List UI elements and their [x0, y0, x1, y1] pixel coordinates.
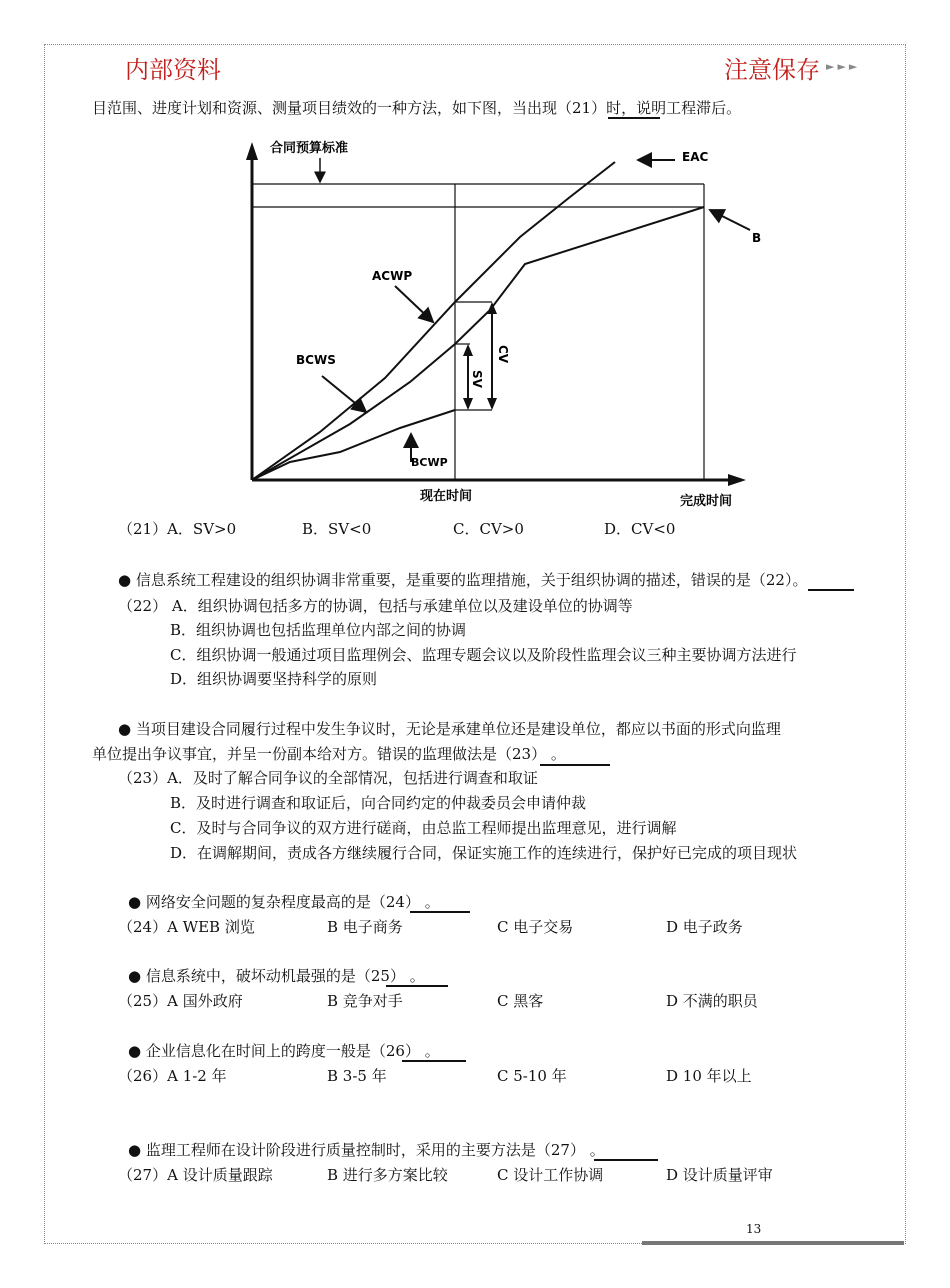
- evm-chart: [230, 132, 760, 512]
- page-number: 13: [746, 1222, 762, 1236]
- q24-stem: ● 网络安全问题的复杂程度最高的是（24） 。: [128, 893, 440, 911]
- q25-option-a: （25）A 国外政府: [118, 992, 243, 1010]
- q25-option-c: C 黑客: [497, 992, 544, 1010]
- y-axis-arrow-icon: [246, 142, 258, 160]
- q23-stem-line1: ● 当项目建设合同履行过程中发生争议时，无论是承建单位还是建设单位，都应以书面的形式向监理: [118, 720, 781, 738]
- sv-label: SV: [470, 370, 484, 388]
- acwp-line: [252, 162, 615, 480]
- q24-option-b: B 电子商务: [327, 918, 403, 936]
- q25-stem: ● 信息系统中，破坏动机最强的是（25） 。: [128, 967, 425, 985]
- x-axis-arrow-icon: [728, 474, 746, 486]
- answer-underline: [386, 985, 448, 987]
- q25-option-d: D 不满的职员: [666, 992, 758, 1010]
- q21-option-c: C．CV>0: [453, 520, 524, 538]
- q26-option-d: D 10 年以上: [666, 1067, 752, 1085]
- q22-option-a: （22） A．组织协调包括多方的协调，包括与承建单位以及建设单位的协调等: [118, 597, 633, 615]
- q22-stem: ● 信息系统工程建设的组织协调非常重要，是重要的监理措施，关于组织协调的描述，错误的是（22）。: [118, 571, 808, 589]
- q21-option-a: （21）A．SV>0: [118, 520, 237, 538]
- q23-option-a: （23）A．及时了解合同争议的全部情况，包括进行调查和取证: [118, 769, 538, 787]
- q24-option-a: （24）A WEB 浏览: [118, 918, 255, 936]
- bcws-label: BCWS: [296, 353, 336, 367]
- q21-option-d: D．CV<0: [604, 520, 676, 538]
- footer-bar: [642, 1241, 904, 1245]
- q26-option-a: （26）A 1-2 年: [118, 1067, 227, 1085]
- cv-label: CV: [496, 345, 510, 364]
- b-label: B: [752, 231, 762, 245]
- acwp-label: ACWP: [372, 269, 413, 283]
- header-arrows-icon: ►►►: [826, 60, 861, 73]
- bcwp-label: BCWP: [411, 456, 448, 469]
- chart-title: 合同预算标准: [270, 141, 349, 156]
- bcws-line: [252, 207, 704, 480]
- q23-stem-line2: 单位提出争议事宜，并呈一份副本给对方。错误的监理做法是（23） 。: [92, 745, 566, 763]
- q27-option-d: D 设计质量评审: [666, 1166, 773, 1184]
- q27-option-c: C 设计工作协调: [497, 1166, 604, 1184]
- eac-label: EAC: [682, 150, 709, 164]
- q27-option-a: （27）A 设计质量跟踪: [118, 1166, 273, 1184]
- answer-underline: [608, 117, 660, 119]
- q27-stem: ● 监理工程师在设计阶段进行质量控制时，采用的主要方法是（27） 。: [128, 1141, 605, 1159]
- intro-text: 目范围、进度计划和资源、测量项目绩效的一种方法，如下图，当出现（21）时，说明工程滞后。: [92, 99, 742, 117]
- answer-underline: [594, 1159, 658, 1161]
- q26-option-b: B 3-5 年: [327, 1067, 387, 1085]
- q27-option-b: B 进行多方案比较: [327, 1166, 448, 1184]
- now-time-label: 现在时间: [420, 489, 473, 504]
- q23-option-b: B．及时进行调查和取证后，向合同约定的仲裁委员会申请仲裁: [170, 794, 587, 812]
- q26-stem: ● 企业信息化在时间上的跨度一般是（26） 。: [128, 1042, 440, 1060]
- header-keep-label: 注意保存: [724, 56, 820, 84]
- q23-option-c: C．及时与合同争议的双方进行磋商，由总监工程师提出监理意见，进行调解: [170, 819, 677, 837]
- answer-underline: [808, 589, 854, 591]
- q22-option-d: D．组织协调要坚持科学的原则: [170, 670, 378, 688]
- q21-option-b: B．SV<0: [302, 520, 372, 538]
- header-internal-label: 内部资料: [125, 56, 221, 84]
- q25-option-b: B 竞争对手: [327, 992, 403, 1010]
- answer-underline: [402, 1060, 466, 1062]
- q22-option-c: C．组织协调一般通过项目监理例会、监理专题会议以及阶段性监理会议三种主要协调方法进行: [170, 646, 797, 664]
- answer-underline: [540, 764, 610, 766]
- q26-option-c: C 5-10 年: [497, 1067, 567, 1085]
- q23-option-d: D．在调解期间，责成各方继续履行合同，保证实施工作的连续进行，保护好已完成的项目现状: [170, 844, 798, 862]
- q24-option-c: C 电子交易: [497, 918, 574, 936]
- answer-underline: [410, 911, 470, 913]
- q24-option-d: D 电子政务: [666, 918, 743, 936]
- q22-option-b: B．组织协调也包括监理单位内部之间的协调: [170, 621, 467, 639]
- completion-time-label: 完成时间: [680, 494, 733, 509]
